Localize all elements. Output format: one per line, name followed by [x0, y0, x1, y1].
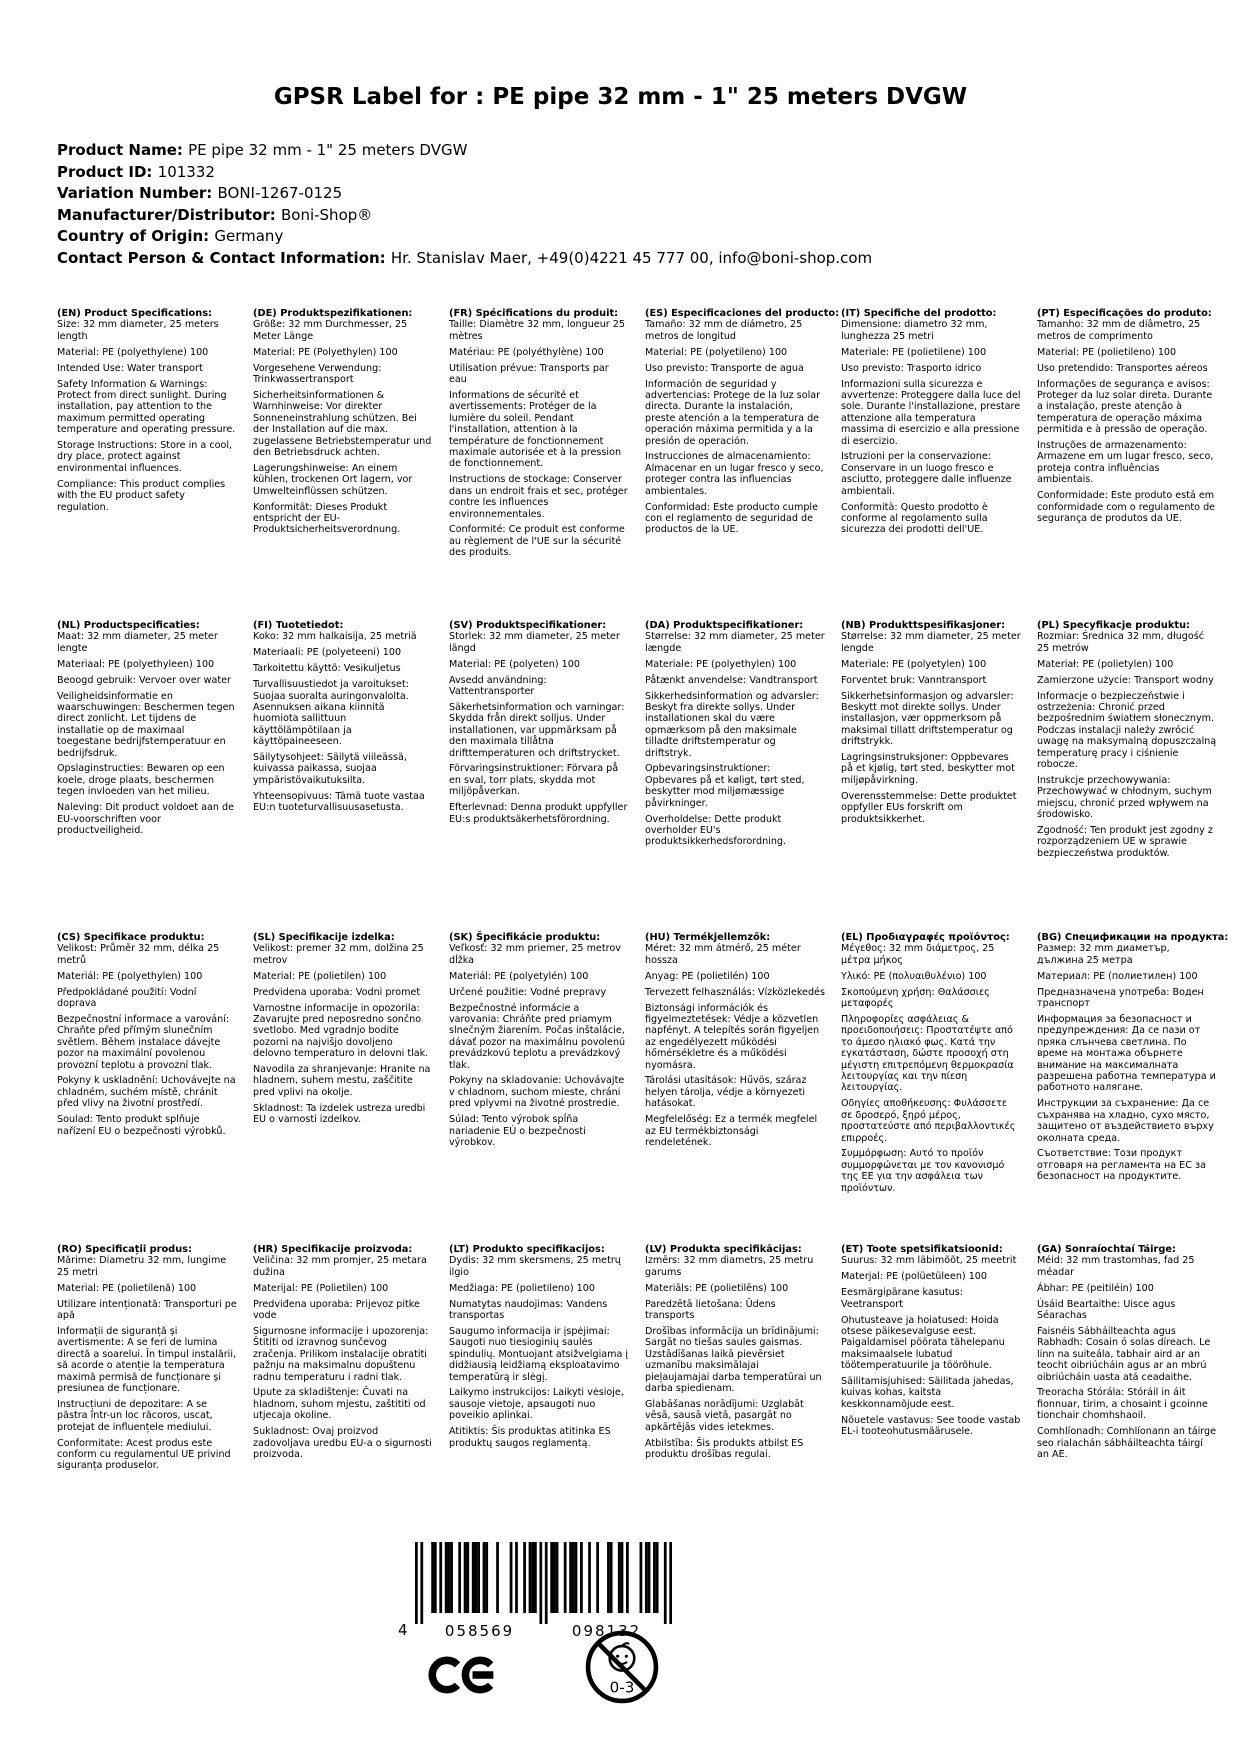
spec-paragraph: Méret: 32 mm átmérő, 25 méter hossza — [645, 943, 801, 966]
spec-paragraph: Nõuetele vastavus: See toode vastab EL-i tooteohutusmäärusele. — [841, 1414, 1021, 1438]
spec-paragraph: Storlek: 32 mm diameter, 25 meter längd — [449, 631, 620, 654]
spec-paragraph: Größe: 32 mm Durchmesser, 25 Meter Länge — [253, 319, 408, 342]
spec-block-header: (HU) Termékjellemzők: — [645, 932, 771, 943]
spec-paragraph: Dimensione: diametro 32 mm, lunghezza 25 metri — [841, 319, 988, 342]
spec-block-header: (GA) Sonraíochtaí Táirge: — [1037, 1244, 1176, 1255]
spec-paragraph: Comhlíonadh: Comhlíonann an táirge seo rialachán sábháilteachta táirgí an AE. — [1037, 1426, 1217, 1460]
spec-paragraph: Materijal: PE (Polietilen) 100 — [253, 1282, 389, 1294]
spec-paragraph: Veľkosť: 32 mm priemer, 25 metrov dĺžka — [449, 943, 621, 966]
spec-paragraph: Lagerungshinweise: An einem kühlen, trockenen Ort lagern, vor Umwelteinflüssen schützen. — [253, 462, 413, 497]
spec-block-el — [841, 932, 1021, 1244]
spec-paragraph: Informacje o bezpieczeństwie i ostrzeżenia: Chronić przed bezpośrednim światłem słonecznym. Podczas instalacji należy zwrócić uwagę na maksymalną dopuszczalną temperaturę pracy i ciśnienie robocze. — [1037, 690, 1217, 770]
spec-block-header: (EL) Προδιαγραφές προϊόντος: — [841, 932, 1010, 943]
spec-block-lv — [645, 1244, 825, 1556]
product-info-row — [57, 248, 1197, 270]
spec-paragraph: Efterlevnad: Denna produkt uppfyller EU:s produktsäkerhetsförordning. — [449, 802, 628, 825]
spec-paragraph: Numatytas naudojimas: Vandens transportas — [449, 1298, 608, 1322]
spec-paragraph: Pokyny k uskladnění: Uchovávejte na chladném, suchém místě, chránit před vlivy na životní prostředí. — [57, 1075, 236, 1110]
spec-paragraph: Uso pretendido: Transportes aéreos — [1037, 362, 1208, 374]
product-info-row — [57, 140, 1197, 162]
spec-paragraph: Varnostne informacije in opozorila: Zavarujte pred neposredno sončno svetlobo. Med vgradnjo bodite pozorni na najvišjo dovoljeno delovno temperaturo in delovni tlak. — [253, 1002, 429, 1060]
spec-block-header: (FI) Tuotetiedot: — [253, 620, 344, 631]
spec-paragraph: Συμμόρφωση: Αυτό το προϊόν συμμορφώνεται με τον κανονισμό της ΕΕ για την ασφάλεια των προϊόντων. — [841, 1148, 1005, 1194]
spec-paragraph: Materiale: PE (polyetylen) 100 — [841, 658, 987, 670]
spec-block-lt — [449, 1244, 629, 1556]
spec-paragraph: Utilisation prévue: Transports par eau — [449, 362, 609, 386]
spec-paragraph: Sukladnost: Ovaj proizvod zadovoljava uredbu EU-a o sigurnosti proizvoda. — [253, 1426, 432, 1460]
spec-paragraph: Materiāls: PE (polietilēns) 100 — [645, 1282, 789, 1294]
spec-block-header: (SL) Specifikacije izdelka: — [253, 932, 395, 943]
spec-paragraph: Navodila za shranjevanje: Hranite na hladnem, suhem mestu, zaščitite pred vplivi na okolje. — [253, 1064, 431, 1098]
product-info-label: Contact Person & Contact Information: — [57, 248, 391, 267]
spec-paragraph: Faisnéis Sábháilteachta agus Rabhadh: Cosain ó solas díreach. Le linn na suiteála, tabhair aird ar an teocht oibriúcháin agus ar an mbrú oibriúcháin uasta atá ceadaithe. — [1037, 1325, 1211, 1383]
product-info-value: Germany — [214, 227, 284, 245]
product-info-label: Country of Origin: — [57, 227, 215, 245]
spec-paragraph: Säilitamisjuhised: Säilitada jahedas, kuivas kohas, kaitsta keskkonnamõjude eest. — [841, 1376, 1014, 1410]
spec-block-it — [841, 308, 1021, 620]
spec-block-header: (NL) Productspecificaties: — [57, 620, 200, 631]
spec-block-fr — [449, 308, 629, 620]
spec-paragraph: Overensstemmelse: Dette produktet oppfyller EUs forskrift om produktsikkerhet. — [841, 790, 1017, 825]
spec-paragraph: Materiał: PE (polietylen) 100 — [1037, 658, 1174, 670]
spec-paragraph: Saugumo informacija ir įspėjimai: Saugoti nuo tiesioginių saulės spindulių. Montuojant atsižvelgiama į didžiausią leidžiamą eksploatavimo temperatūrą ir slėgį. — [449, 1325, 629, 1383]
spec-block-fi — [253, 620, 433, 932]
spec-paragraph: Pokyny na skladovanie: Uchovávajte v chladnom, suchom mieste, chráni pred vplyvmi na životné prostredie. — [449, 1075, 625, 1110]
spec-paragraph: Materiale: PE (polietilene) 100 — [841, 346, 987, 358]
spec-paragraph: Informazioni sulla sicurezza e avvertenze: Proteggere dalla luce del sole. Durante l'installazione, prestare attenzione alla temperatura massima di esercizio e alla pressione di esercizio. — [841, 378, 1021, 447]
spec-block-hr — [253, 1244, 433, 1556]
spec-paragraph: Informații de siguranță și avertismente: A se feri de lumina directă a soarelui. În timpul instalării, să acorde o atenție la temperatura maximă permisă de funcționare și presiunea de funcționare. — [57, 1325, 237, 1394]
age-warning-label: 0-3 — [609, 1678, 635, 1697]
spec-paragraph: Drošības informācija un brīdinājumi: Sargāt no tiešas saules gaismas. Uzstādīšanas laikā pievērsiet uzmanību maksimālajai pieļaujamajai darba temperatūrai un darba spiedienam. — [645, 1325, 822, 1394]
spec-paragraph: Μέγεθος: 32 mm διάμετρος, 25 μέτρα μήκος — [841, 943, 995, 966]
spec-paragraph: Úsáid Beartaithe: Uisce agus Séarachas — [1037, 1298, 1176, 1322]
spec-paragraph: Materiál: PE (polyethylen) 100 — [57, 970, 203, 982]
spec-paragraph: Material: PE (Polyethylen) 100 — [253, 346, 398, 358]
product-info-row — [57, 162, 1197, 184]
spec-block-sk — [449, 932, 629, 1244]
spec-paragraph: Predvidena uporaba: Vodni promet — [253, 986, 421, 998]
spec-paragraph: Méid: 32 mm trastomhas, fad 25 méadar — [1037, 1255, 1195, 1278]
spec-block-en — [57, 308, 237, 620]
spec-block-sl — [253, 932, 433, 1244]
spec-paragraph: Storage Instructions: Store in a cool, dry place, protect against environmental influences. — [57, 440, 233, 474]
spec-paragraph: Megfelelőség: Ez a termék megfelel az EU termékbiztonsági rendeletének. — [645, 1114, 818, 1148]
spec-paragraph: Turvallisuustiedot ja varoitukset: Suojaa suoralta auringonvalolta. Asennuksen aikana kiinnitä huomiota sallittuun käyttölämpötilaan ja käyttöpaineeseen. — [253, 679, 409, 748]
spec-paragraph: Ohutusteave ja hoiatused: Hoida otsese päikesevalguse eest. Paigaldamisel pöörata tähelepanu maksimaalsele lubatud töötemperatuurile ja töörõhule. — [841, 1314, 1005, 1372]
spec-block-ro — [57, 1244, 237, 1556]
spec-paragraph: Upute za skladištenje: Čuvati na hladnom, suhom mjestu, zaštititi od utjecaja okoline. — [253, 1387, 426, 1422]
product-info — [57, 140, 1197, 269]
spec-paragraph: Zamierzone użycie: Transport wodny — [1037, 674, 1214, 686]
spec-block-header: (DE) Produktspezifikationen: — [253, 308, 413, 319]
spec-paragraph: Instrucțiuni de depozitare: A se păstra într-un loc răcoros, uscat, protejat de influențele mediului. — [57, 1398, 213, 1433]
spec-paragraph: Förvaringsinstruktioner: Förvara på en sval, torr plats, skydda mot miljöpåverkan. — [449, 763, 619, 798]
spec-paragraph: Opbevaringsinstruktioner: Opbevares på et køligt, tørt sted, beskytter mod miljømæssige påvirkninger. — [645, 763, 805, 809]
spec-paragraph: Bezpečnostní informace a varování: Chraňte před přímým slunečním světlem. Během instalace dávejte pozor na maximální povolenou provozní teplotu a provozní tlak. — [57, 1013, 230, 1071]
spec-paragraph: Rozmiar: Średnica 32 mm, długość 25 metrów — [1037, 631, 1205, 654]
spec-paragraph: Overholdelse: Dette produkt overholder EU's produktsikkerhedsforordning. — [645, 813, 787, 848]
spec-block-et — [841, 1244, 1021, 1556]
spec-block-pt — [1037, 308, 1217, 620]
spec-paragraph: Matériau: PE (polyéthylène) 100 — [449, 346, 604, 358]
spec-block-header: (HR) Specifikacije proizvoda: — [253, 1244, 413, 1255]
spec-block-header: (RO) Specificații produs: — [57, 1244, 192, 1255]
product-info-label: Manufacturer/Distributor: — [57, 205, 281, 224]
spec-block-header: (PT) Especificações do produto: — [1037, 308, 1212, 319]
spec-block-nb — [841, 620, 1021, 932]
spec-block-header: (LV) Produkta specifikācijas: — [645, 1244, 802, 1255]
spec-paragraph: Size: 32 mm diameter, 25 meters length — [57, 319, 219, 342]
spec-paragraph: Materiál: PE (polyetylén) 100 — [449, 970, 589, 982]
spec-paragraph: Material: PE (polietilenă) 100 — [57, 1282, 197, 1294]
spec-paragraph: Veiligheidsinformatie en waarschuwingen: Beschermen tegen direct zonlicht. Let tijdens de installatie op de maximaal toegestane bedrijfstemperatuur en bedrijfsdruk. — [57, 690, 235, 759]
spec-paragraph: Οδηγίες αποθήκευσης: Φυλάσσετε σε δροσερό, ξηρό μέρος, προστατεύστε από περιβαλλοντικές επιρροές. — [841, 1098, 1016, 1144]
spec-paragraph: Suurus: 32 mm läbimõõt, 25 meetrit — [841, 1255, 1017, 1267]
spec-paragraph: Sicherheitsinformationen & Warnhinweise: Vor direkter Sonneneinstrahlung schützen. Bei der Installation auf die max. zugelassene Betriebstemperatur und den Betriebsdruck achten. — [253, 389, 432, 458]
spec-paragraph: Soulad: Tento produkt splňuje nařízení EU o bezpečnosti výrobků. — [57, 1114, 226, 1137]
spec-paragraph: Tárolási utasítások: Hűvös, száraz helyen tárolja, védje a környezeti hatásokat. — [645, 1075, 807, 1110]
spec-grid — [57, 308, 1229, 1556]
spec-block-header: (NB) Produkttspesifikasjoner: — [841, 620, 1005, 631]
product-info-row — [57, 205, 1197, 227]
spec-paragraph: Información de seguridad y advertencias: Protege de la luz solar directa. Durante la instalación, preste atención a la temperatura de operación máxima permitida y a la presión de operación. — [645, 378, 821, 447]
spec-paragraph: Velikost: premer 32 mm, dolžina 25 metrov — [253, 943, 424, 966]
spec-paragraph: Atbilstība: Šis produkts atbilst ES produktu drošības regulai. — [645, 1437, 804, 1460]
spec-paragraph: Conformità: Questo prodotto è conforme al regolamento sulla sicurezza dei prodotti dell'UE. — [841, 501, 988, 536]
spec-paragraph: Maat: 32 mm diameter, 25 meter lengte — [57, 631, 218, 654]
spec-paragraph: Laikymo instrukcijos: Laikyti vėsioje, sausoje vietoje, apsaugoti nuo poveikio aplinkai. — [449, 1387, 624, 1422]
product-info-label: Product ID: — [57, 162, 158, 181]
spec-block-header: (ET) Toote spetsifikatsioonid: — [841, 1244, 1003, 1255]
spec-block-header: (IT) Specifiche del prodotto: — [841, 308, 997, 319]
spec-block-de — [253, 308, 433, 620]
spec-paragraph: Инструкции за съхранение: Да се съхранява на хладно, сухо място, защитено от въздействието върху околната среда. — [1037, 1098, 1214, 1144]
spec-block-da — [645, 620, 825, 932]
spec-paragraph: Opslaginstructies: Bewaren op een koele, droge plaats, beschermen tegen invloeden van het milieu. — [57, 763, 225, 798]
spec-paragraph: Предназначена употреба: Воден транспорт — [1037, 986, 1204, 1010]
spec-paragraph: Material: PE (polyeten) 100 — [449, 658, 580, 670]
spec-paragraph: Vorgesehene Verwendung: Trinkwassertransport — [253, 362, 382, 386]
ce-mark-icon — [428, 1652, 500, 1698]
spec-paragraph: Dydis: 32 mm skersmens, 25 metrų ilgio — [449, 1255, 621, 1278]
spec-block-header: (ES) Especificaciones del producto: — [645, 308, 840, 319]
product-info-label: Product Name: — [57, 141, 189, 159]
spec-paragraph: Material: PE (polietileno) 100 — [1037, 346, 1177, 358]
spec-paragraph: Súlad: Tento výrobok spĺňa nariadenie EÚ o bezpečnosti výrobkov. — [449, 1114, 586, 1148]
spec-paragraph: Informações de segurança e avisos: Proteger da luz solar direta. Durante a instalação, preste atenção à temperatura de operação máxima permitida e à pressão de operação. — [1037, 378, 1213, 436]
spec-paragraph: Taille: Diamètre 32 mm, longueur 25 mètres — [449, 319, 625, 342]
spec-paragraph: Ábhar: PE (peitiléin) 100 — [1037, 1282, 1154, 1294]
spec-paragraph: Forventet bruk: Vanntransport — [841, 674, 987, 686]
barcode-left-group: 058569 — [444, 1622, 515, 1640]
spec-paragraph: Predviđena uporaba: Prijevoz pitke vode — [253, 1298, 420, 1322]
spec-paragraph: Størrelse: 32 mm diameter, 25 meter længde — [645, 631, 825, 654]
spec-paragraph: Předpokládané použití: Vodní doprava — [57, 986, 197, 1010]
spec-block-header: (CS) Specifikace produktu: — [57, 932, 205, 943]
product-info-row — [57, 183, 1197, 205]
spec-paragraph: Instructions de stockage: Conserver dans un endroit frais et sec, protéger contre les influences environnementales. — [449, 474, 628, 520]
spec-block-header: (EN) Product Specifications: — [57, 308, 212, 319]
spec-paragraph: Conformité: Ce produit est conforme au règlement de l'UE sur la sécurité des produits. — [449, 524, 625, 559]
spec-paragraph: Σκοπούμενη χρήση: Θαλάσσιες μεταφορές — [841, 986, 990, 1010]
spec-paragraph: Sikkerhetsinformasjon og advarsler: Beskytt mot direkte sollys. Under installasjon, vær oppmerksom på maksimal tillatt driftstemperatur og driftstrykk. — [841, 690, 1014, 748]
spec-paragraph: Intended Use: Water transport — [57, 362, 203, 374]
spec-paragraph: Informations de sécurité et avertissements: Protéger de la lumière du soleil. Pendant l'installation, attention à la température de fonctionnement maximale autorisée et à la pression de fonctionnement. — [449, 389, 622, 470]
symbols-row — [0, 1628, 1241, 1754]
spec-paragraph: Paredzētā lietošana: Ūdens transports — [645, 1298, 776, 1322]
spec-paragraph: Sikkerhedsinformation og advarsler: Beskyt fra direkte sollys. Under installationen skal du være opmærksom på den maksimale tilladte driftstemperatur og driftstryk. — [645, 690, 819, 759]
spec-paragraph: Tervezett felhasználás: Vízközlekedés — [645, 986, 825, 998]
spec-paragraph: Sigurnosne informacije i upozorenja: Štititi od izravnog sunčevog zračenja. Prilikom instalacije obratiti pažnju na maksimalnu dopuštenu radnu temperaturu i radni tlak. — [253, 1325, 429, 1383]
spec-paragraph: Uso previsto: Trasporto idrico — [841, 362, 982, 374]
spec-paragraph: Conformidade: Este produto está em conformidade com o regulamento de segurança de produtos da UE. — [1037, 490, 1216, 524]
product-info-label: Variation Number: — [57, 184, 218, 202]
spec-paragraph: Conformidad: Este producto cumple con el reglamento de seguridad de productos de la UE. — [645, 501, 818, 536]
spec-paragraph: Størrelse: 32 mm diameter, 25 meter lengde — [841, 631, 1021, 654]
spec-paragraph: Medžiaga: PE (polietileno) 100 — [449, 1282, 595, 1294]
spec-block-header: (BG) Спецификации на продукта: — [1037, 932, 1229, 943]
spec-paragraph: Anyag: PE (polietilén) 100 — [645, 970, 770, 982]
barcode-bars-icon — [415, 1542, 672, 1624]
spec-paragraph: Material: PE (polietilen) 100 — [253, 970, 387, 982]
age-warning-0-3-icon — [583, 1628, 661, 1706]
spec-paragraph: Lagringsinstruksjoner: Oppbevares på et kjølig, tørt sted, beskytter mot miljøpåvirkning. — [841, 752, 1015, 786]
spec-paragraph: Instrukcje przechowywania: Przechowywać w chłodnym, suchym miejscu, chronić przed wpływem na środowisko. — [1037, 774, 1212, 821]
spec-paragraph: Materiale: PE (polyethylen) 100 — [645, 658, 797, 670]
spec-paragraph: Materiaal: PE (polyethyleen) 100 — [57, 658, 215, 670]
spec-paragraph: Säkerhetsinformation och varningar: Skydda från direkt solljus. Under installationen, var uppmärksam på den maximala tillåtna drifttemperaturen och driftstrycket. — [449, 701, 625, 759]
barcode-right-group: 098132 — [571, 1622, 642, 1640]
barcode-bars-wrap — [415, 1542, 672, 1639]
spec-paragraph: Naleving: Dit product voldoet aan de EU-voorschriften voor productveiligheid. — [57, 802, 234, 836]
spec-block-header: (SV) Produktspecifikationer: — [449, 620, 607, 631]
spec-paragraph: Instrucciones de almacenamiento: Almacenar en un lugar fresco y seco, proteger contra las influencias ambientales. — [645, 451, 824, 497]
spec-paragraph: Tamaño: 32 mm de diámetro, 25 metros de longitud — [645, 319, 803, 342]
product-info-value: 101332 — [157, 162, 215, 181]
spec-paragraph: Izmērs: 32 mm diametrs, 25 metru garums — [645, 1255, 814, 1278]
product-info-value: Hr. Stanislav Maer, +49(0)4221 45 777 00, info@boni-shop.com — [390, 248, 873, 267]
product-info-value: PE pipe 32 mm - 1" 25 meters DVGW — [188, 141, 468, 159]
spec-paragraph: Bezpečnostné informácie a varovania: Chráňte pred priamym slnečným žiarením. Počas inštalácie, dávať pozor na maximálnu povolenú prevádzkovú teplotu a prevádzkový tlak. — [449, 1002, 626, 1071]
spec-paragraph: Compliance: This product complies with the EU product safety regulation. — [57, 478, 226, 513]
spec-paragraph: Instruções de armazenamento: Armazene em um lugar fresco, seco, proteja contra influências ambientais. — [1037, 440, 1214, 486]
spec-block-es — [645, 308, 840, 620]
spec-paragraph: Konformität: Dieses Produkt entspricht der EU-Produktsicherheitsverordnung. — [253, 501, 401, 536]
spec-block-ga — [1037, 1244, 1217, 1556]
product-info-value: BONI-1267-0125 — [217, 184, 343, 202]
spec-block-header: (FR) Spécifications du produit: — [449, 308, 619, 319]
spec-paragraph: Veličina: 32 mm promjer, 25 metara dužina — [253, 1255, 427, 1278]
spec-block-sv — [449, 620, 629, 932]
product-info-row — [57, 226, 1197, 248]
spec-paragraph: Skladnost: Ta izdelek ustreza uredbi EU o varnosti izdelkov. — [253, 1102, 426, 1126]
spec-paragraph: Säilytysohjeet: Säilytä viileässä, kuivassa paikassa, suojaa ympäristövaikutuksilta. — [253, 752, 407, 786]
spec-paragraph: Πληροφορίες ασφάλειας & προειδοποιήσεις: Προστατέψτε από το άμεσο ηλιακό φως. Κατά την εγκατάσταση, δώστε προσοχή στη μέγιστη επιτρεπόμενη θερμοκρασία λειτουργίας και την πίεση λειτουργίας. — [841, 1013, 1014, 1094]
spec-paragraph: Zgodność: Ten produkt jest zgodny z rozporządzeniem UE w sprawie bezpieczeństwa produktów. — [1037, 825, 1213, 859]
barcode-first-digit: 4 — [398, 1621, 408, 1639]
spec-paragraph: Информация за безопасност и предупреждения: Да се пази от пряка слънчева светлина. По време на монтажа обърнете внимание на максималната разрешена работна температура и работното налягане. — [1037, 1013, 1216, 1094]
spec-paragraph: Материал: PE (полиетилен) 100 — [1037, 970, 1198, 982]
spec-paragraph: Tamanho: 32 mm de diâmetro, 25 metros de comprimento — [1037, 319, 1201, 342]
spec-block-header: (PL) Specyfikacje produktu: — [1037, 620, 1190, 631]
spec-paragraph: Eesmärgipärane kasutus: Veetransport — [841, 1287, 963, 1310]
spec-paragraph: Yhteensopivuus: Tämä tuote vastaa EU:n tuoteturvallisuusasetusta. — [253, 790, 425, 814]
spec-paragraph: Material: PE (polyethylene) 100 — [57, 346, 209, 358]
spec-block-header: (SK) Špecifikácie produktu: — [449, 932, 601, 943]
spec-paragraph: Určené použitie: Vodné prepravy — [449, 986, 607, 998]
page-title: GPSR Label for : PE pipe 32 mm - 1" 25 meters DVGW — [273, 84, 968, 110]
spec-block-nl — [57, 620, 237, 932]
spec-paragraph: Materjal: PE (polüetüleen) 100 — [841, 1271, 988, 1283]
spec-block-bg — [1037, 932, 1229, 1244]
spec-paragraph: Mărime: Diametru 32 mm, lungime 25 metri — [57, 1255, 227, 1278]
spec-paragraph: Размер: 32 mm диаметър, дължина 25 метра — [1037, 943, 1170, 966]
spec-block-cs — [57, 932, 237, 1244]
spec-paragraph: Utilizare intenționată: Transporturi pe apă — [57, 1298, 237, 1322]
spec-paragraph: Atitiktis: Šis produktas atitinka ES produktų saugos reglamentą. — [449, 1426, 611, 1449]
spec-paragraph: Påtænkt anvendelse: Vandtransport — [645, 674, 818, 686]
spec-paragraph: Materiaali: PE (polyeteeni) 100 — [253, 647, 402, 659]
product-info-value: Boni-Shop® — [280, 205, 373, 224]
spec-block-pl — [1037, 620, 1217, 932]
barcode — [398, 1542, 672, 1639]
spec-paragraph: Treoracha Stórála: Stóráil in áit fionnuar, tirim, a chosaint i gcoinne tionchair chomhshaoil. — [1037, 1387, 1208, 1422]
spec-paragraph: Съответствие: Този продукт отговаря на регламента на ЕС за безопасност на продуктите. — [1037, 1148, 1206, 1183]
spec-paragraph: Beoogd gebruik: Vervoer over water — [57, 674, 231, 686]
spec-paragraph: Velikost: Průměr 32 mm, délka 25 metrů — [57, 943, 220, 966]
spec-paragraph: Material: PE (polyetileno) 100 — [645, 346, 788, 358]
spec-paragraph: Koko: 32 mm halkaisija, 25 metriä — [253, 631, 417, 643]
spec-paragraph: Uso previsto: Transporte de agua — [645, 362, 804, 374]
spec-paragraph: Safety Information & Warnings: Protect from direct sunlight. During installation, pay attention to the maximum permitted operating temperature and operating pressure. — [57, 378, 236, 436]
spec-block-header: (DA) Produktspecifikationer: — [645, 620, 804, 631]
spec-block-hu — [645, 932, 825, 1244]
spec-paragraph: Avsedd användning: Vattentransporter — [449, 674, 547, 698]
spec-block-header: (LT) Produkto specifikacijos: — [449, 1244, 605, 1255]
spec-paragraph: Tarkoitettu käyttö: Vesikuljetus — [253, 663, 401, 675]
spec-paragraph: Conformitate: Acest produs este conform cu regulamentul UE privind siguranța produselor. — [57, 1437, 231, 1472]
spec-paragraph: Istruzioni per la conservazione: Conservare in un luogo fresco e asciutto, proteggere dalle influenze ambientali. — [841, 451, 1012, 497]
spec-paragraph: Biztonsági információk és figyelmeztetések: Védje a közvetlen napfényt. A telepítés során figyeljen az engedélyezett működési hőmérsékletre és a működési nyomásra. — [645, 1002, 820, 1071]
spec-paragraph: Glabāšanas norādījumi: Uzglabāt vēsā, sausā vietā, pasargāt no apkārtējās vides ietekmes. — [645, 1398, 804, 1433]
spec-paragraph: Υλικό: PE (πολυαιθυλένιο) 100 — [841, 970, 987, 982]
